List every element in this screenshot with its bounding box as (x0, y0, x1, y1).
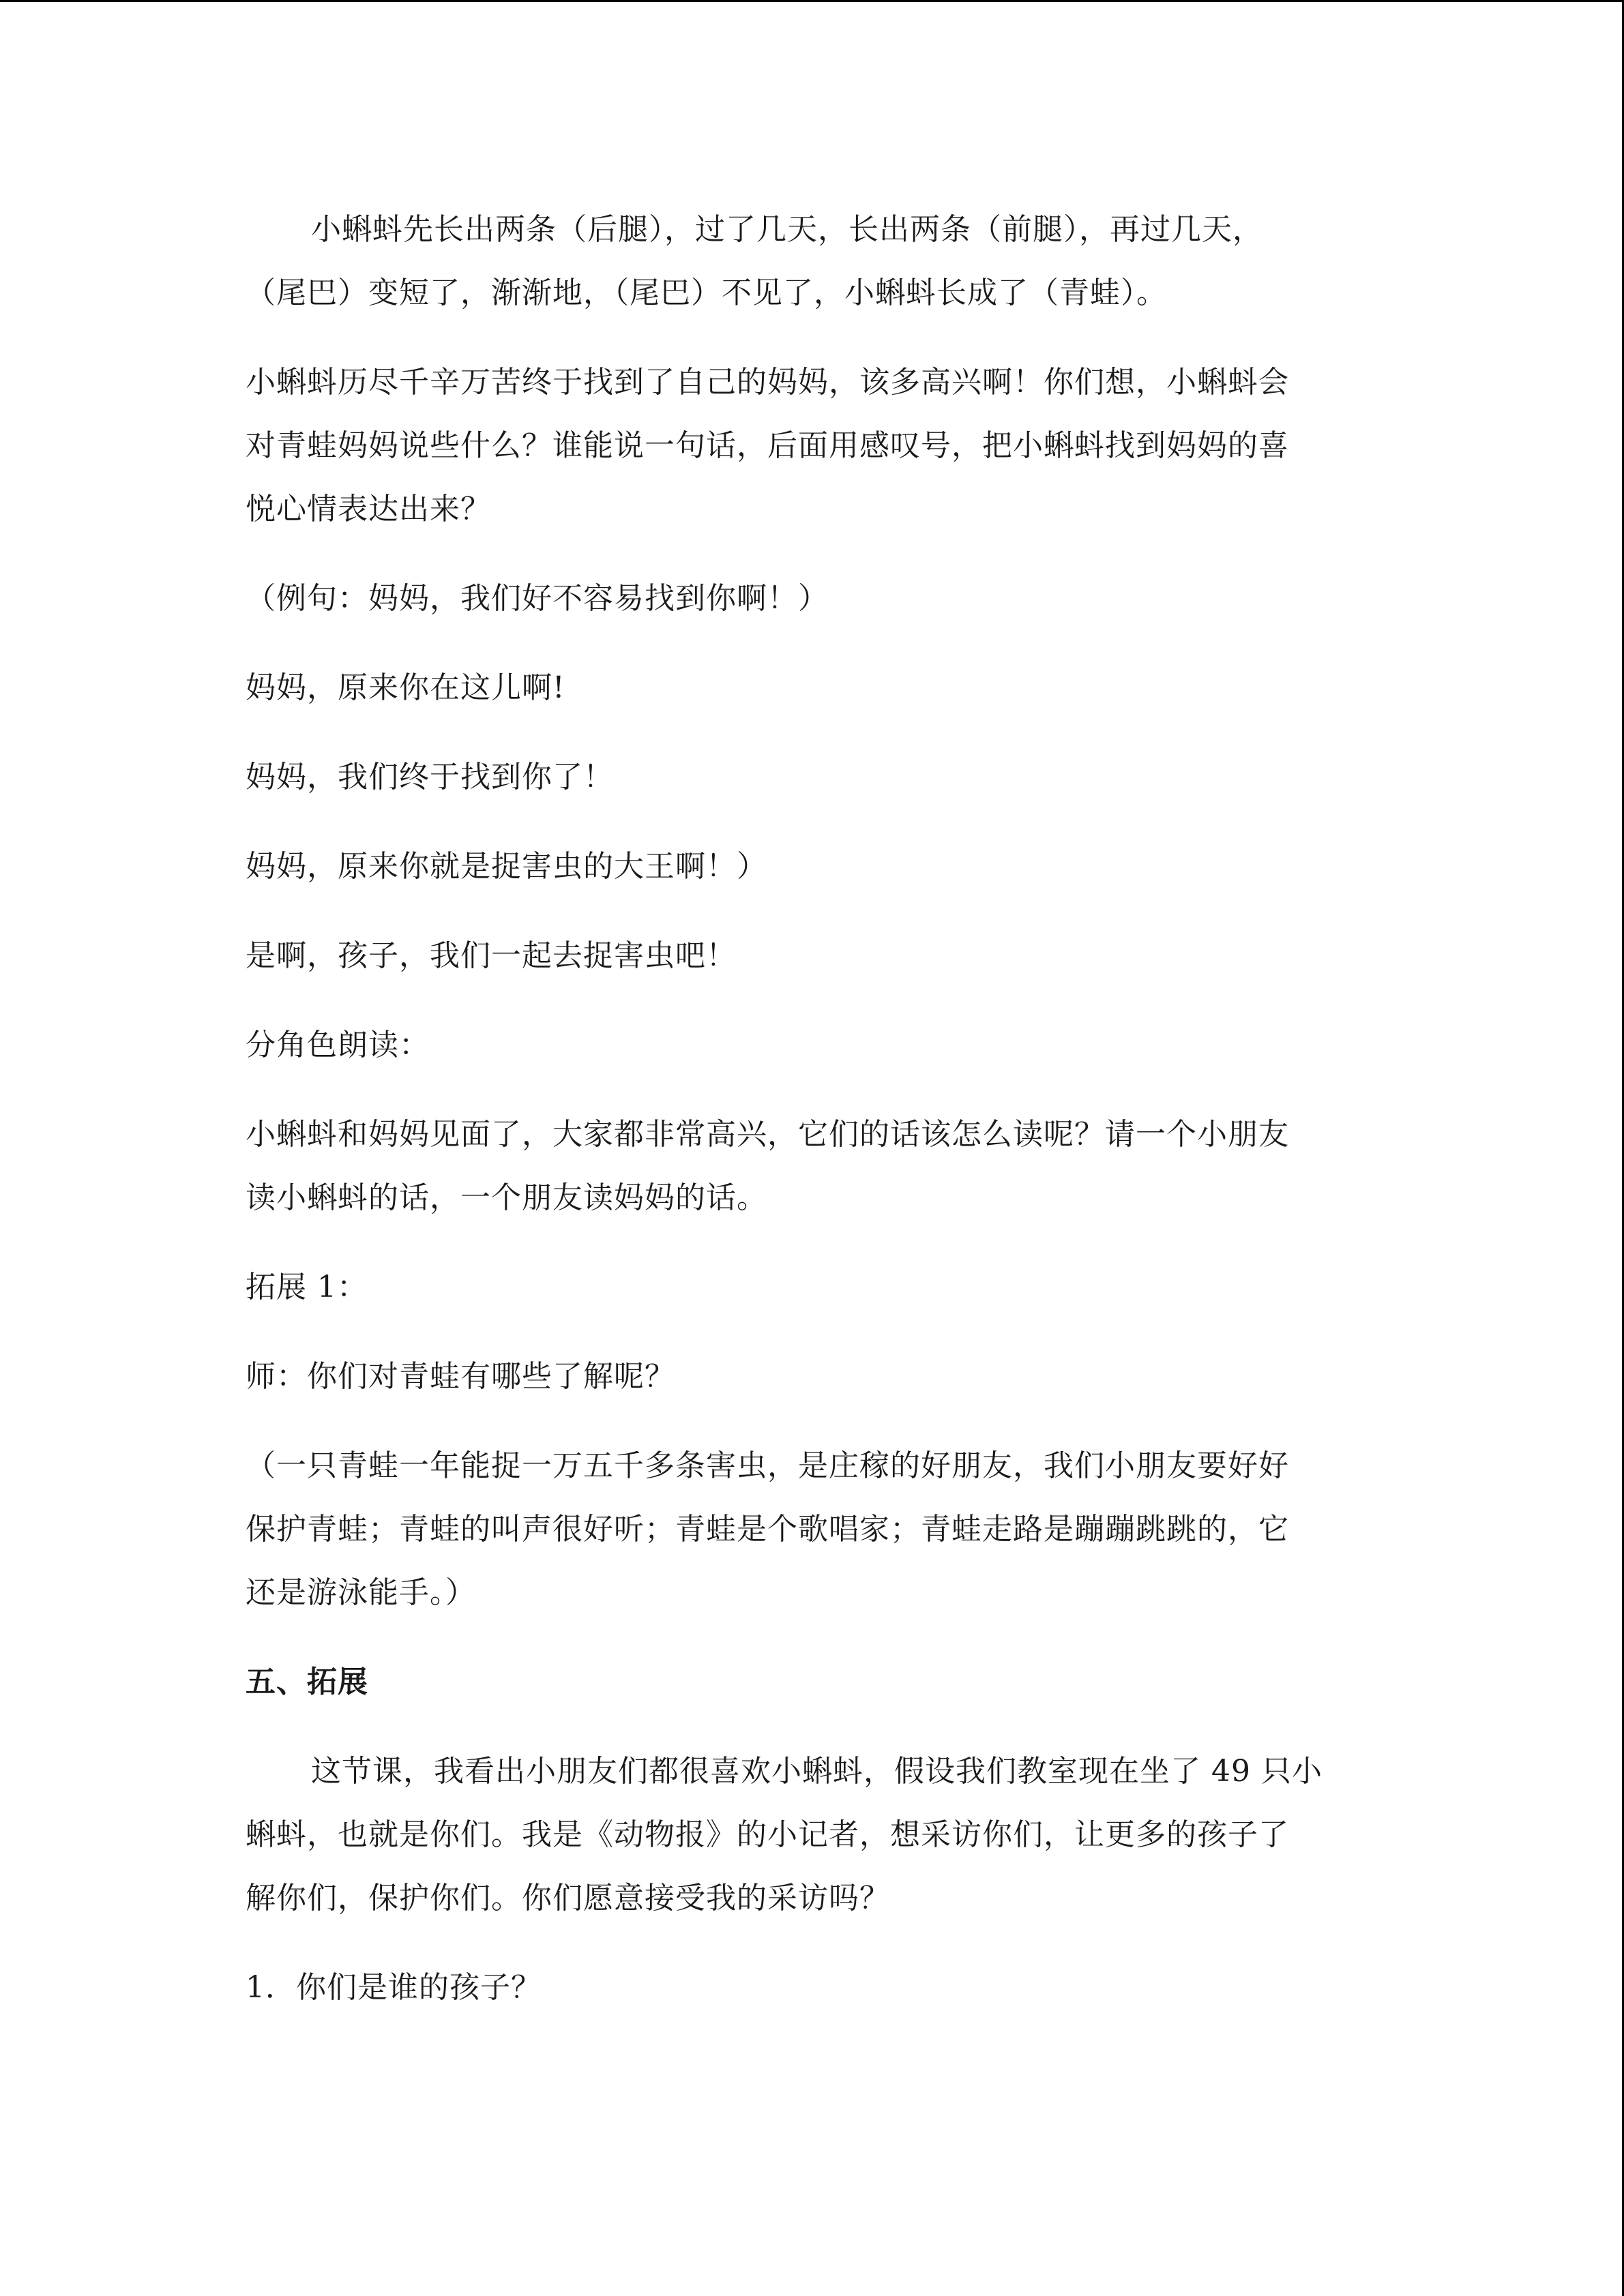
paragraph-answer-3: 妈妈，原来你就是捉害虫的大王啊！） (246, 849, 767, 884)
paragraph-answer-2: 妈妈，我们终于找到你了！ (246, 760, 614, 794)
paragraph-role-reading-instructions: 小蝌蚪和妈妈见面了，大家都非常高兴，它们的话该怎么读呢？请一个小朋友 读小蝌蚪的话，一个朋友读妈妈的话。 (246, 1117, 1289, 1215)
document-body (246, 198, 1378, 2019)
paragraph-extension-1: 拓展 1： (246, 1270, 368, 1304)
paragraph-role-reading: 分角色朗读： (246, 1028, 430, 1062)
paragraph-question: 小蝌蚪历尽千辛万苦终于找到了自己的妈妈，该多高兴啊！你们想，小蝌蚪会 对青蛙妈妈说些什么？谁能说一句话，后面用感叹号，把小蝌蚪找到妈妈的喜 悦心情表达出来？ (246, 365, 1289, 526)
paragraph-question-1: 1．你们是谁的孩子？ (246, 1970, 542, 2005)
paragraph-frog-facts: （一只青蛙一年能捉一万五千多条害虫，是庄稼的好朋友，我们小朋友要好好 保护青蛙；青蛙的叫声很好听；青蛙是个歌唱家；青蛙走路是蹦蹦跳跳的，它 还是游泳能手。） (246, 1448, 1289, 1610)
paragraph-interview-intro: 这节课，我看出小朋友们都很喜欢小蝌蚪，假设我们教室现在坐了 49 只小 蝌蚪，也就是你们。我是《动物报》的小记者，想采访你们，让更多的孩子了 解你们，保护你们。你们愿意接受我的采访吗？ (246, 1754, 1323, 1915)
paragraph-teacher-question: 师：你们对青蛙有哪些了解呢？ (246, 1359, 675, 1394)
paragraph-mother-reply: 是啊，孩子，我们一起去捉害虫吧！ (246, 938, 737, 973)
section-heading-extension: 五、拓展 (246, 1665, 368, 1699)
paragraph-example: （例句：妈妈，我们好不容易找到你啊！） (246, 581, 829, 616)
paragraph-answer-1: 妈妈，原来你在这儿啊! (246, 670, 565, 705)
paragraph-tadpole-growth: 小蝌蚪先长出两条（后腿），过了几天，长出两条（前腿），再过几天， （尾巴）变短了，渐渐地，（尾巴）不见了，小蝌蚪长成了（青蛙）。 (246, 212, 1263, 310)
